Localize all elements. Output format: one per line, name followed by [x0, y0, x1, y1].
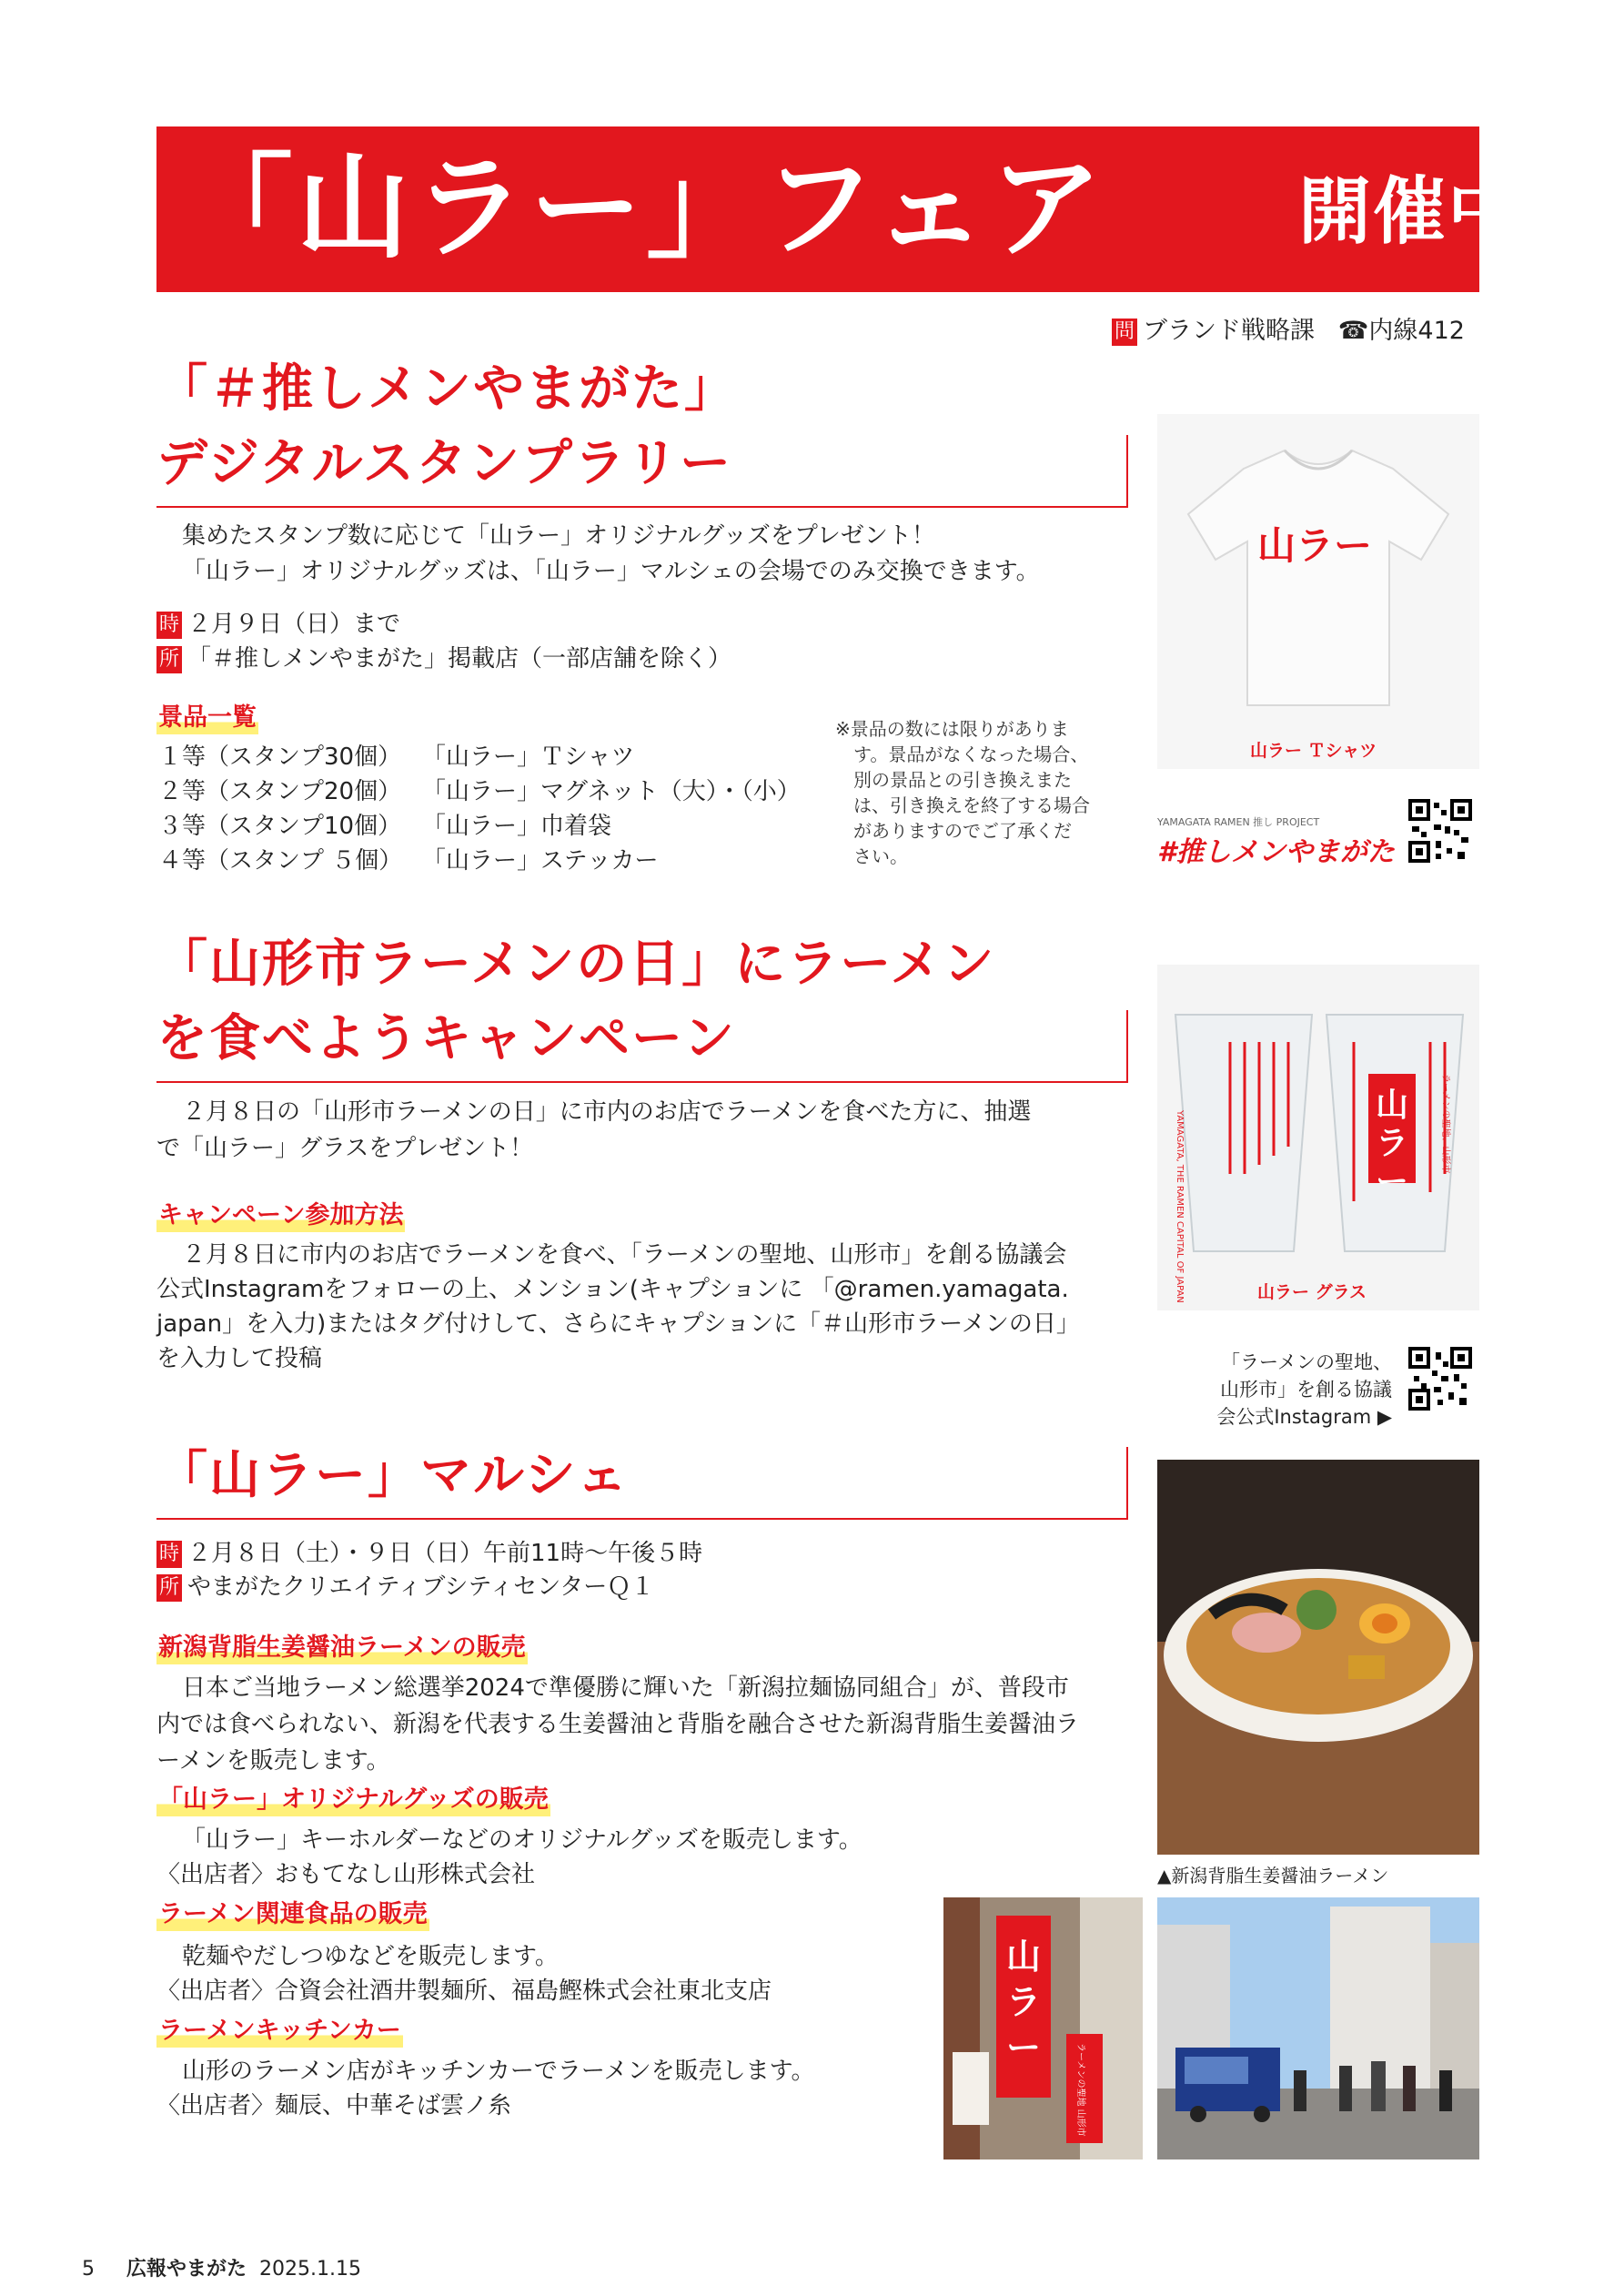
marche-s4-line: 山形のラーメン店がキッチンカーでラーメンを販売します。 [182, 2058, 815, 2085]
stamp-rally-intro-2: 「山ラー」オリジナルグッズは、「山ラー」マルシェの会場でのみ交換できます。 [182, 558, 1040, 585]
marche-time: 時 ２月８日（土）・９日（日）午前11時〜午後５時 [156, 1536, 702, 1571]
marche-s3-vendor: 〈出店者〉合資会社酒井製麺所、福島鰹株式会社東北支店 [156, 1977, 772, 2005]
marche-underline [156, 1518, 1128, 1520]
stamp-rally-place: 所 「＃推しメンやまがた」掲載店（一部店舗を除く） [156, 642, 731, 676]
stamp-rally-vline [1126, 435, 1128, 508]
contact-dept: ブランド戦略課 [1143, 317, 1316, 345]
time-tag: 時 [156, 612, 182, 639]
prize-note: ※景品の数には限りがありま す。景品がなくなった場合、 別の景品との引き換えまた は、引き換えを終了する場合 がありますのでご了承くだ さい。 [835, 718, 1090, 867]
venue-banner-photo [943, 1897, 1143, 2159]
stamp-rally-underline [156, 506, 1128, 508]
banner-flag-text: 山ラー [1005, 1937, 1041, 2068]
publication-name: 広報やまがた [126, 2257, 247, 2281]
time-tag: 時 [156, 1541, 182, 1568]
oshimen-logo-text: #推しメンやまがた [1157, 836, 1395, 868]
contact-info [1112, 310, 1465, 346]
page-footer [82, 2253, 361, 2281]
banner-flag-sub: ラーメンの聖地 山形市 [1075, 2043, 1085, 2137]
marche-heading: 「山ラー」マルシェ [156, 1445, 630, 1505]
glass-right-text: ラーメンの聖地、山形市 [1440, 1074, 1450, 1174]
stamp-rally-intro-1: 集めたスタンプ数に応じて「山ラー」オリジナルグッズをプレゼント！ [182, 522, 935, 550]
marche-s2-title: 「山ラー」オリジナルグッズの販売 [156, 1784, 550, 1816]
ramen-day-heading-2: を食べようキャンペーン [156, 1008, 736, 1068]
qr-code-stamp-rally [1408, 799, 1472, 863]
ramen-day-underline [156, 1081, 1128, 1083]
place-tag: 所 [156, 1574, 182, 1602]
oshimen-logo-small: YAMAGATA RAMEN 推し PROJECT [1157, 816, 1320, 828]
glass-box-text: 山ラー [1375, 1087, 1408, 1200]
oshimen-logo [1157, 814, 1395, 869]
stamp-rally-heading-2: デジタルスタンプラリー [156, 433, 732, 493]
marche-s4-vendor: 〈出店者〉麺辰、中華そば雲ノ糸 [156, 2092, 512, 2119]
marche-s3-line: 乾麺やだしつゆなどを販売します。 [182, 1943, 559, 1970]
ramen-bowl-illustration [1157, 1460, 1479, 1855]
tshirt-photo [1157, 414, 1479, 769]
tshirt-caption: 山ラー Ｔシャツ [1250, 741, 1377, 761]
glass-caption: 山ラー グラス [1257, 1282, 1367, 1302]
ramen-photo [1157, 1460, 1479, 1855]
ramen-day-intro-1: ２月８日の「山形市ラーメンの日」に市内のお店でラーメンを食べた方に、抽選 [182, 1098, 1032, 1126]
marche-s2-vendor: 〈出店者〉おもてなし山形株式会社 [156, 1861, 536, 1888]
tshirt-print: 山ラー [1257, 523, 1373, 568]
ramen-day-intro-2: で「山ラー」グラスをプレゼント！ [156, 1135, 534, 1162]
street-scene-illustration [1157, 1897, 1479, 2159]
ramen-caption: ▲新潟背脂生姜醤油ラーメン [1157, 1865, 1389, 1886]
prize-row: ２等（スタンプ20個） 「山ラー」マグネット（大）・（小） [158, 778, 801, 805]
prize-row: １等（スタンプ30個） 「山ラー」Ｔシャツ [158, 743, 635, 771]
banner-title: 「山ラー」フェア [180, 142, 1106, 274]
page-number: 5 [82, 2258, 95, 2281]
instagram-note: 「ラーメンの聖地、 山形市」を創る協議 会公式Instagram ▶ [1216, 1351, 1392, 1428]
ramen-day-vline [1126, 1010, 1128, 1083]
title-banner [156, 126, 1597, 292]
marche-s3-title: ラーメン関連食品の販売 [156, 1898, 429, 1931]
marche-vline [1126, 1447, 1128, 1520]
method-text: ２月８日に市内のお店でラーメンを食べ、「ラーメンの聖地、山形市」を創る協議会 公式Instagramをフォローの上、メンション(キャプションに 「@ramen.yamagata. japan」を入力)またはタグ付けして、さらにキャプションに「＃山形市ラーメンの日」 を入力して投稿 [156, 1241, 1080, 1372]
stamp-rally-time: 時 ２月９日（日）まで [156, 607, 400, 642]
publication-date: 2025.1.15 [258, 2258, 361, 2281]
banner-suffix: 開催中！ [1298, 168, 1597, 254]
inquiry-tag: 問 [1112, 319, 1137, 346]
prizes-title: 景品一覧 [156, 702, 258, 734]
marche-s1-title: 新潟背脂生姜醤油ラーメンの販売 [156, 1632, 528, 1664]
method-title: キャンペーン参加方法 [156, 1199, 405, 1232]
kitchen-car-photo [1157, 1897, 1479, 2159]
prize-row: ４等（スタンプ ５個） 「山ラー」ステッカー [158, 847, 659, 875]
prize-list [158, 740, 801, 878]
qr-code-instagram [1408, 1347, 1472, 1411]
contact-phone: ☎内線412 [1337, 317, 1465, 345]
glass-left-text: YAMAGATA, THE RAMEN CAPITAL OF JAPAN [1175, 1110, 1185, 1303]
marche-s1-text: 日本ご当地ラーメン総選挙2024で準優勝に輝いた「新潟拉麺協同組合」が、普段市 内では食べられない、新潟を代表する生姜醤油と背脂を融合させた新潟背脂生姜醤油ラ ーメンを販売します。 [156, 1674, 1080, 1775]
glass-illustration [1157, 965, 1479, 1310]
stamp-rally-heading-1: 「＃推しメンやまがた」 [156, 359, 737, 419]
marche-s4-title: ラーメンキッチンカー [156, 2015, 403, 2048]
tshirt-illustration [1157, 414, 1479, 769]
ramen-day-heading-1: 「山形市ラーメンの日」にラーメン [156, 934, 996, 994]
prize-row: ３等（スタンプ10個） 「山ラー」巾着袋 [158, 813, 612, 840]
place-tag: 所 [156, 646, 182, 673]
marche-place: 所 やまがたクリエイティブシティセンターＱ１ [156, 1570, 654, 1604]
glass-photo [1157, 965, 1479, 1310]
marche-s2-line: 「山ラー」キーホルダーなどのオリジナルグッズを販売します。 [182, 1826, 862, 1854]
